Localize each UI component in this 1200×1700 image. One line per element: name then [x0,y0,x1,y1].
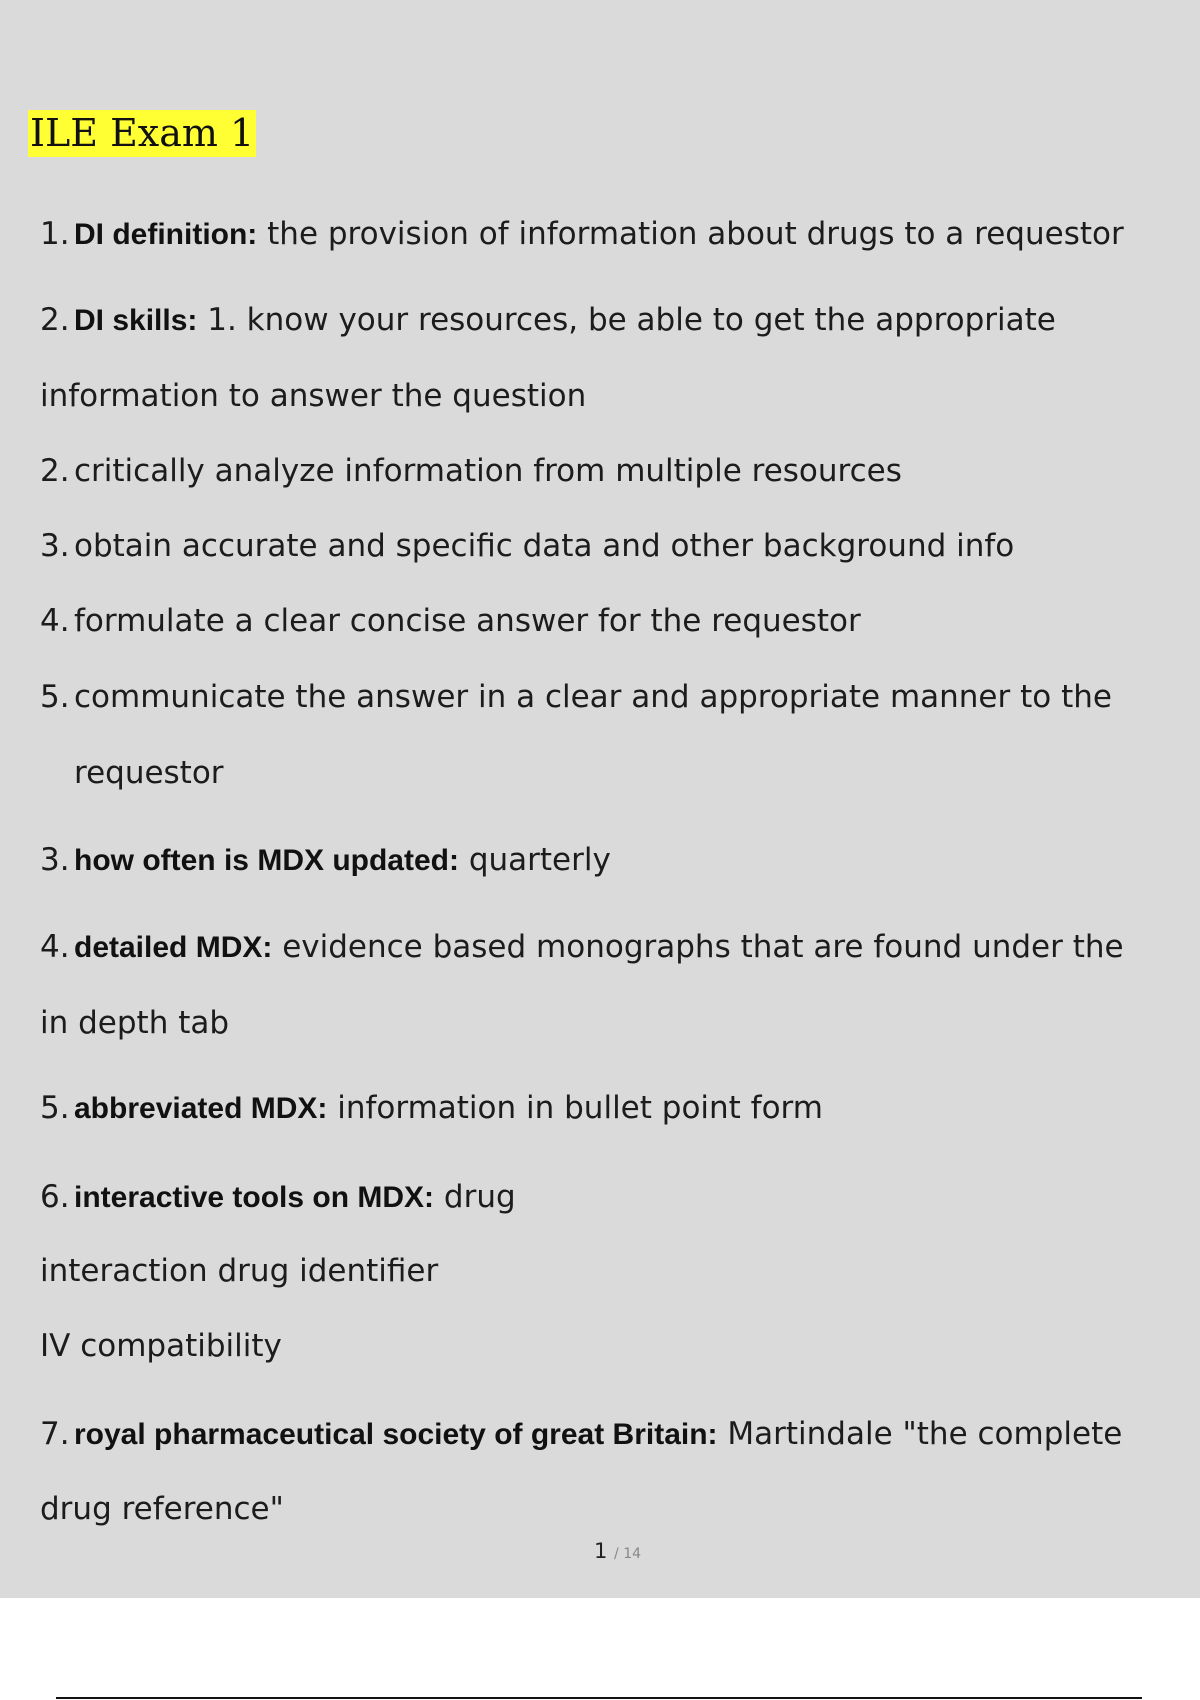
list-item-continuation: interaction drug identifier [40,1253,439,1289]
list-item [40,601,861,641]
page-indicator [0,1539,1200,1563]
list-item-continuation: requestor [74,755,224,791]
item-definition: evidence based monographs that are found under the [272,929,1124,965]
item-definition: information in bullet point form [327,1090,823,1126]
item-number: 4. [40,603,70,639]
list-item [40,1088,823,1129]
item-number: 2. [40,453,70,489]
item-term: interactive tools on MDX: [74,1181,435,1214]
list-item [40,300,1056,341]
item-number: 5. [40,679,70,715]
item-term: DI definition: [74,218,258,251]
item-text: formulate a clear concise answer for the requestor [74,603,861,639]
item-definition: Martindale "the complete [717,1416,1123,1452]
item-term: DI skills: [74,304,198,337]
list-item [40,1414,1122,1455]
item-number: 6. [40,1179,70,1215]
document-title: ILE Exam 1 [30,111,255,155]
item-definition: the provision of information about drugs to a requestor [257,216,1124,252]
list-item [40,451,902,491]
list-item-continuation: drug reference" [40,1491,284,1527]
item-number: 4. [40,929,70,965]
item-number: 3. [40,528,70,564]
list-item [40,840,611,881]
item-term: royal pharmaceutical society of great Britain: [74,1418,718,1451]
list-item [40,927,1124,968]
item-definition: 1. know your resources, be able to get the appropriate [197,302,1056,338]
item-definition: quarterly [458,842,611,878]
list-item [40,214,1124,255]
item-number: 1. [40,216,70,252]
item-number: 5. [40,1090,70,1126]
item-text: obtain accurate and specific data and other background info [74,528,1015,564]
item-term: detailed MDX: [74,931,273,964]
list-item-continuation: in depth tab [40,1005,230,1041]
page-divider [56,1697,1142,1699]
item-number: 2. [40,302,70,338]
item-number: 7. [40,1416,70,1452]
list-item-continuation: IV compatibility [40,1328,282,1364]
list-item [40,1177,516,1218]
total-pages: / 14 [614,1546,642,1562]
item-term: how often is MDX updated: [74,844,459,877]
item-term: abbreviated MDX: [74,1092,328,1125]
current-page-number: 1 [593,1539,608,1563]
list-item-continuation: information to answer the question [40,378,587,414]
item-text: communicate the answer in a clear and appropriate manner to the [74,679,1112,715]
item-text: critically analyze information from multiple resources [74,453,902,489]
list-item [40,526,1014,566]
item-number: 3. [40,842,70,878]
list-item [40,677,1112,717]
item-definition: drug [434,1179,516,1215]
